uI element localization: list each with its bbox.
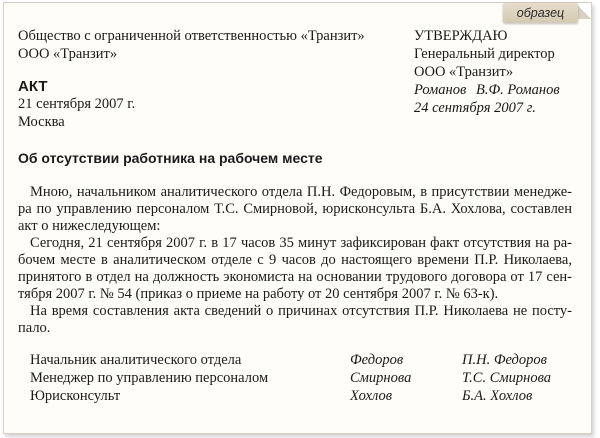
org-name: Общество с ограниченной ответственностью «Транзит» bbox=[18, 28, 365, 44]
approve-signature: Романов bbox=[414, 82, 467, 98]
body-line: На время составления акта сведений о причинах отсутствия П.Р. Николаева не посту- bbox=[30, 303, 572, 319]
signature-name: Б.А. Хохлов bbox=[462, 388, 533, 404]
approve-signer-name: В.Ф. Романов bbox=[476, 82, 560, 98]
org-short-name: ООО «Транзит» bbox=[18, 46, 118, 62]
body-line: пало. bbox=[18, 320, 51, 336]
act-city: Москва bbox=[18, 114, 65, 130]
body-line: принятого в отдел на должность экономиста на основании трудового договора от 17 сен- bbox=[18, 269, 572, 285]
signature-mark: Хохлов bbox=[350, 388, 393, 404]
approve-date: 24 сентября 2007 г. bbox=[414, 100, 536, 116]
approve-position: Генеральный директор bbox=[414, 46, 555, 62]
body-line: тября 2007 г. № 54 (приказ о приеме на работу от 20 сентября 2007 г. № 63-к). bbox=[18, 286, 499, 302]
signature-position: Юрисконсульт bbox=[30, 388, 121, 404]
signature-mark: Смирнова bbox=[350, 370, 412, 386]
body-line: Сегодня, 21 сентября 2007 г. в 17 часов 35 минут зафиксирован факт отсутствия на ра- bbox=[30, 235, 572, 251]
signature-position: Менеджер по управлению персоналом bbox=[30, 370, 269, 386]
approve-title: УТВЕРЖДАЮ bbox=[414, 28, 508, 44]
body-line: Мною, начальником аналитического отдела П.Н. Федоровым, в присутствии менедже- bbox=[30, 184, 572, 200]
approve-company: ООО «Транзит» bbox=[414, 64, 514, 80]
body-line: бочем месте в аналитическом отделе с 9 часов до настоящего времени П.Р. Николаева, bbox=[18, 252, 572, 268]
body-line: ра по управлению персоналом Т.С. Смирновой, юрисконсульта Б.А. Хохлова, составлен bbox=[18, 201, 572, 217]
act-subject: Об отсутствии работника на рабочем месте bbox=[18, 150, 323, 166]
sample-stamp: образец bbox=[503, 3, 578, 23]
signature-mark: Федоров bbox=[350, 352, 404, 368]
act-date: 21 сентября 2007 г. bbox=[18, 96, 136, 112]
act-title: АКТ bbox=[18, 78, 48, 95]
body-line: акт о нижеследующем: bbox=[18, 218, 161, 234]
signature-position: Начальник аналитического отдела bbox=[30, 352, 242, 368]
signature-name: П.Н. Федоров bbox=[462, 352, 547, 368]
signature-name: Т.С. Смирнова bbox=[462, 370, 552, 386]
